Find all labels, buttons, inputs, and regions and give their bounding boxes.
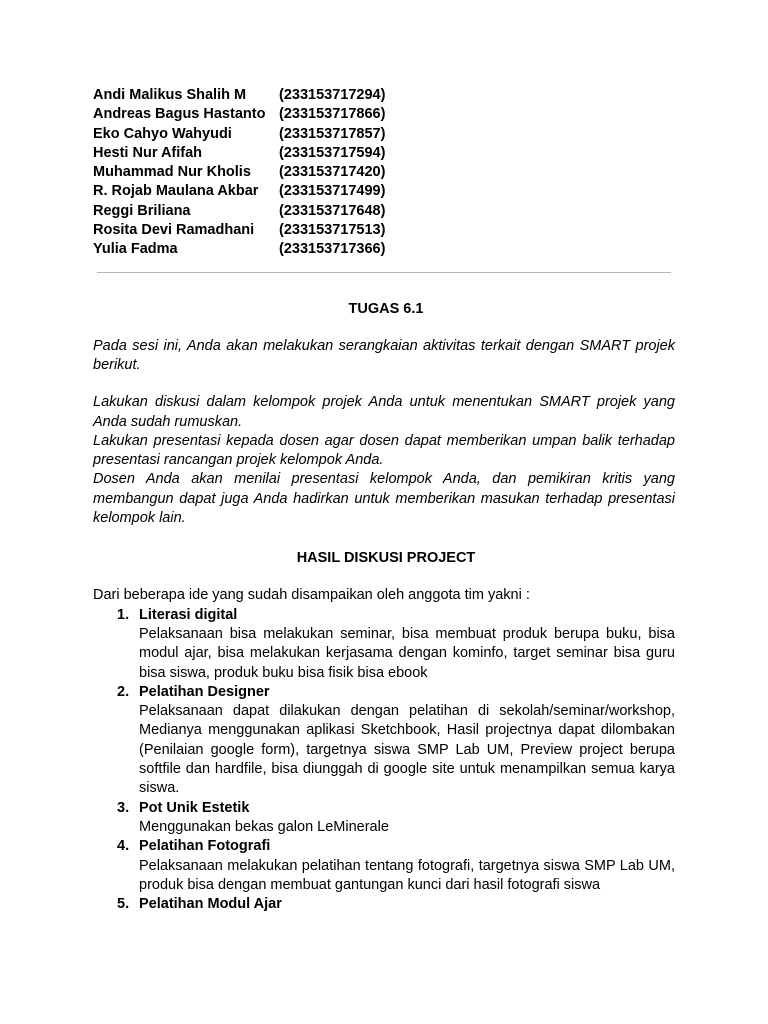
member-nim: (233153717513) [279, 222, 386, 239]
document-page [93, 86, 675, 914]
ideas-list [93, 606, 675, 915]
member-nim: (233153717420) [279, 164, 386, 181]
list-item-number: 3. [117, 799, 130, 816]
member-name: Muhammad Nur Kholis [93, 164, 251, 181]
member-nim: (233153717866) [279, 106, 386, 123]
list-item-number: 1. [117, 606, 130, 623]
list-item [93, 799, 675, 838]
list-item [93, 895, 675, 914]
member-row [93, 144, 675, 163]
member-row [93, 202, 675, 221]
member-name: Hesti Nur Afifah [93, 144, 203, 161]
member-name: Yulia Fadma [93, 241, 178, 258]
task-paragraph: Lakukan diskusi dalam kelompok projek Anda untuk menentukan SMART projek yang Anda sudah rumuskan. [93, 394, 675, 430]
member-nim: (233153717366) [279, 241, 386, 258]
member-nim: (233153717594) [279, 144, 386, 161]
member-name: Andreas Bagus Hastanto [93, 106, 266, 123]
list-item-number: 4. [117, 838, 130, 855]
member-row [93, 86, 675, 105]
member-name: Reggi Briliana [93, 202, 191, 219]
task-paragraph: Dosen Anda akan menilai presentasi kelompok Anda, dan pemikiran kritis yang membangun dapat juga Anda hadirkan untuk memberikan masukan terhadap presentasi kelompok lain. [93, 471, 675, 527]
task-intro: Pada sesi ini, Anda akan melakukan serangkaian aktivitas terkait dengan SMART projek berikut. [93, 337, 675, 373]
list-item [93, 606, 675, 683]
results-lead: Dari beberapa ide yang sudah disampaikan oleh anggota tim yakni : [93, 587, 530, 604]
list-item-title: Pelatihan Modul Ajar [139, 896, 282, 913]
member-nim: (233153717294) [279, 87, 386, 103]
results-title: HASIL DISKUSI PROJECT [296, 550, 476, 567]
list-item-number: 5. [117, 896, 130, 913]
horizontal-divider [97, 272, 671, 273]
member-name: Rosita Devi Ramadhani [93, 222, 255, 239]
member-name: Eko Cahyo Wahyudi [93, 125, 232, 142]
list-item-number: 2. [117, 683, 130, 700]
list-item [93, 837, 675, 895]
task-title: TUGAS 6.1 [348, 300, 424, 317]
list-item-title: Literasi digital [139, 606, 238, 623]
list-item [93, 683, 675, 799]
member-nim: (233153717648) [279, 202, 386, 219]
list-item-description: Pelaksanaan bisa melakukan seminar, bisa membuat produk berupa buku, bisa modul ajar, bisa melakukan kerjasama dengan kominfo, target seminar bisa guru bisa siswa, produk buku bisa fisik bisa ebook [139, 625, 675, 681]
list-item-title: Pelatihan Fotografi [139, 838, 271, 855]
member-row [93, 163, 675, 182]
list-item-description: Pelaksanaan dapat dilakukan dengan pelatihan di sekolah/seminar/workshop, Medianya menggunakan aplikasi Sketchbook, Hasil projectnya dapat dilombakan (Penilaian google form), targetnya siswa SMP Lab UM, Preview project berupa softfile dan hardfile, bisa diunggah di google site untuk menampilkan semua karya siswa. [139, 703, 675, 797]
task-paragraph: Lakukan presentasi kepada dosen agar dosen dapat memberikan umpan balik terhadap presentasi rancangan projek kelompok Anda. [93, 432, 675, 469]
member-nim: (233153717857) [279, 125, 386, 142]
list-item-title: Pot Unik Estetik [139, 799, 250, 816]
member-row [93, 105, 675, 124]
list-item-description: Menggunakan bekas galon LeMinerale [139, 818, 389, 835]
member-row [93, 182, 675, 201]
member-list [93, 86, 675, 260]
member-row [93, 125, 675, 144]
member-name: Andi Malikus Shalih M [93, 87, 247, 103]
member-nim: (233153717499) [279, 183, 386, 200]
member-row [93, 221, 675, 240]
member-row [93, 240, 675, 259]
member-name: R. Rojab Maulana Akbar [93, 183, 259, 200]
list-item-title: Pelatihan Designer [139, 683, 270, 700]
list-item-description: Pelaksanaan melakukan pelatihan tentang fotografi, targetnya siswa SMP Lab UM, produk bisa dengan membuat gantungan kunci dari hasil fotografi siswa [139, 857, 675, 893]
